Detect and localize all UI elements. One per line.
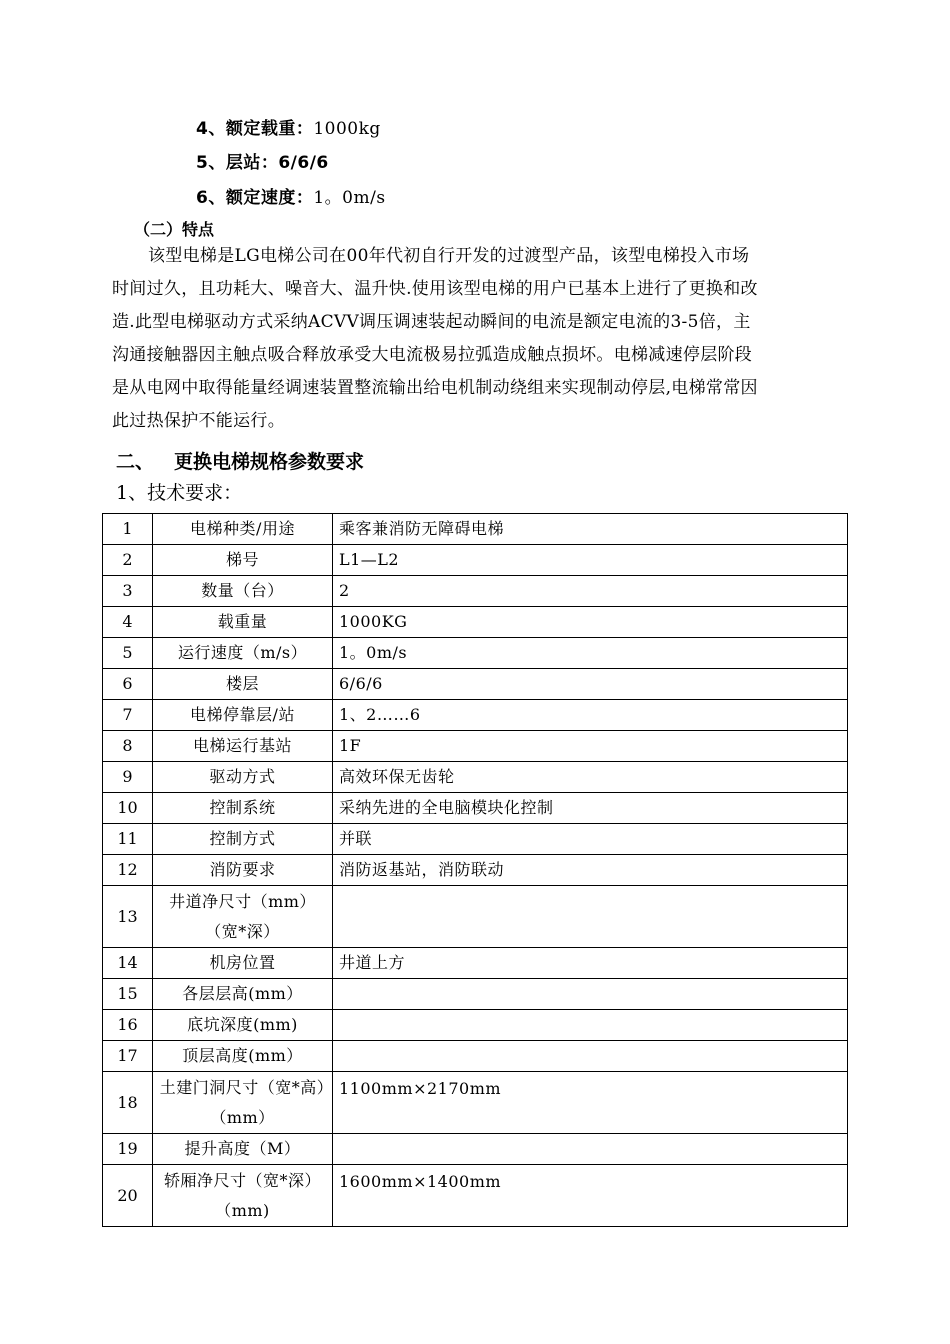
paragraph-line: 此过热保护不能运行。 bbox=[112, 411, 285, 431]
table-row bbox=[103, 1134, 848, 1165]
row-value bbox=[333, 979, 848, 1010]
row-value: 1100mm×2170mm bbox=[333, 1072, 848, 1134]
row-number: 13 bbox=[103, 886, 153, 948]
row-value bbox=[333, 1010, 848, 1041]
row-number: 20 bbox=[103, 1165, 153, 1227]
spec-label: 6、额定速度： bbox=[196, 188, 314, 208]
spec-value: 1000kg bbox=[313, 119, 381, 139]
row-number: 9 bbox=[103, 762, 153, 793]
table-row bbox=[103, 793, 848, 824]
row-number: 8 bbox=[103, 731, 153, 762]
row-value: 消防返基站，消防联动 bbox=[333, 855, 848, 886]
row-item: 数量（台） bbox=[153, 576, 333, 607]
row-value: 2 bbox=[333, 576, 848, 607]
table-row bbox=[103, 762, 848, 793]
row-value: 高效环保无齿轮 bbox=[333, 762, 848, 793]
row-item: 顶层高度(mm） bbox=[153, 1041, 333, 1072]
row-item: 电梯种类/用途 bbox=[153, 514, 333, 545]
table-row bbox=[103, 979, 848, 1010]
row-value: 并联 bbox=[333, 824, 848, 855]
row-number: 15 bbox=[103, 979, 153, 1010]
table-row bbox=[103, 886, 848, 948]
row-item: 控制系统 bbox=[153, 793, 333, 824]
table-row bbox=[103, 1041, 848, 1072]
spec-label: 4、额定载重： bbox=[196, 119, 314, 139]
section-number: 二、 bbox=[116, 451, 155, 473]
row-number: 4 bbox=[103, 607, 153, 638]
row-item: 控制方式 bbox=[153, 824, 333, 855]
spec-rated-speed bbox=[196, 183, 386, 208]
table-row bbox=[103, 669, 848, 700]
table-row bbox=[103, 576, 848, 607]
table-row bbox=[103, 731, 848, 762]
row-item: 井道净尺寸（mm）（宽*深） bbox=[153, 886, 333, 948]
row-item: 驱动方式 bbox=[153, 762, 333, 793]
row-value: 1000KG bbox=[333, 607, 848, 638]
row-value: 井道上方 bbox=[333, 948, 848, 979]
features-title: （二）特点 bbox=[134, 220, 215, 239]
table-row bbox=[103, 700, 848, 731]
table-row bbox=[103, 948, 848, 979]
row-item: 电梯停靠层/站 bbox=[153, 700, 333, 731]
table-row bbox=[103, 1072, 848, 1134]
spec-table bbox=[102, 513, 848, 1227]
row-value: 6/6/6 bbox=[333, 669, 848, 700]
row-number: 12 bbox=[103, 855, 153, 886]
row-value: 1、2……6 bbox=[333, 700, 848, 731]
row-item: 提升高度（M） bbox=[153, 1134, 333, 1165]
row-value: 1F bbox=[333, 731, 848, 762]
table-row bbox=[103, 1165, 848, 1227]
row-number: 16 bbox=[103, 1010, 153, 1041]
row-item: 消防要求 bbox=[153, 855, 333, 886]
table-row bbox=[103, 824, 848, 855]
spec-floors-stops bbox=[196, 148, 329, 173]
paragraph-line: 该型电梯是LG电梯公司在00年代初自行开发的过渡型产品，该型电梯投入市场 bbox=[148, 246, 750, 266]
row-number: 10 bbox=[103, 793, 153, 824]
paragraph-line: 是从电网中取得能量经调速装置整流输出给电机制动绕组来实现制动停层,电梯常常因 bbox=[112, 378, 758, 398]
row-number: 7 bbox=[103, 700, 153, 731]
row-number: 19 bbox=[103, 1134, 153, 1165]
row-item: 土建门洞尺寸（宽*高）（mm） bbox=[153, 1072, 333, 1134]
row-value bbox=[333, 1134, 848, 1165]
paragraph-line: 造.此型电梯驱动方式采纳ACVV调压调速装起动瞬间的电流是额定电流的3-5倍，主 bbox=[112, 312, 751, 332]
technical-requirements-heading: 1、技术要求： bbox=[116, 482, 243, 504]
row-value: 采纳先进的全电脑模块化控制 bbox=[333, 793, 848, 824]
paragraph-line: 沟通接触器因主触点吸合释放承受大电流极易拉弧造成触点损坏。电梯减速停层阶段 bbox=[112, 345, 753, 365]
table-row bbox=[103, 855, 848, 886]
row-item: 底坑深度(mm) bbox=[153, 1010, 333, 1041]
row-value bbox=[333, 1041, 848, 1072]
row-item: 各层层高(mm） bbox=[153, 979, 333, 1010]
row-value: L1—L2 bbox=[333, 545, 848, 576]
row-number: 1 bbox=[103, 514, 153, 545]
row-item: 机房位置 bbox=[153, 948, 333, 979]
row-item: 楼层 bbox=[153, 669, 333, 700]
spec-value: 1。0m/s bbox=[313, 188, 386, 208]
table-row bbox=[103, 638, 848, 669]
row-number: 3 bbox=[103, 576, 153, 607]
table-row bbox=[103, 1010, 848, 1041]
row-item: 载重量 bbox=[153, 607, 333, 638]
paragraph-line: 时间过久，且功耗大、噪音大、温升快.使用该型电梯的用户已基本上进行了更换和改 bbox=[112, 279, 758, 299]
row-number: 18 bbox=[103, 1072, 153, 1134]
table-row bbox=[103, 514, 848, 545]
table-row bbox=[103, 545, 848, 576]
features-paragraph bbox=[112, 240, 842, 438]
row-number: 14 bbox=[103, 948, 153, 979]
row-number: 2 bbox=[103, 545, 153, 576]
row-number: 11 bbox=[103, 824, 153, 855]
row-number: 5 bbox=[103, 638, 153, 669]
row-item: 运行速度（m/s） bbox=[153, 638, 333, 669]
table-row bbox=[103, 607, 848, 638]
spec-rated-load bbox=[196, 114, 381, 139]
row-item: 轿厢净尺寸（宽*深）（mm) bbox=[153, 1165, 333, 1227]
row-item: 电梯运行基站 bbox=[153, 731, 333, 762]
section-heading bbox=[116, 447, 364, 474]
row-number: 6 bbox=[103, 669, 153, 700]
row-item: 梯号 bbox=[153, 545, 333, 576]
spec-label: 5、层站：6/6/6 bbox=[196, 153, 329, 173]
row-value bbox=[333, 886, 848, 948]
row-number: 17 bbox=[103, 1041, 153, 1072]
row-value: 1600mm×1400mm bbox=[333, 1165, 848, 1227]
row-value: 乘客兼消防无障碍电梯 bbox=[333, 514, 848, 545]
section-title-text: 更换电梯规格参数要求 bbox=[174, 451, 365, 473]
row-value: 1。0m/s bbox=[333, 638, 848, 669]
